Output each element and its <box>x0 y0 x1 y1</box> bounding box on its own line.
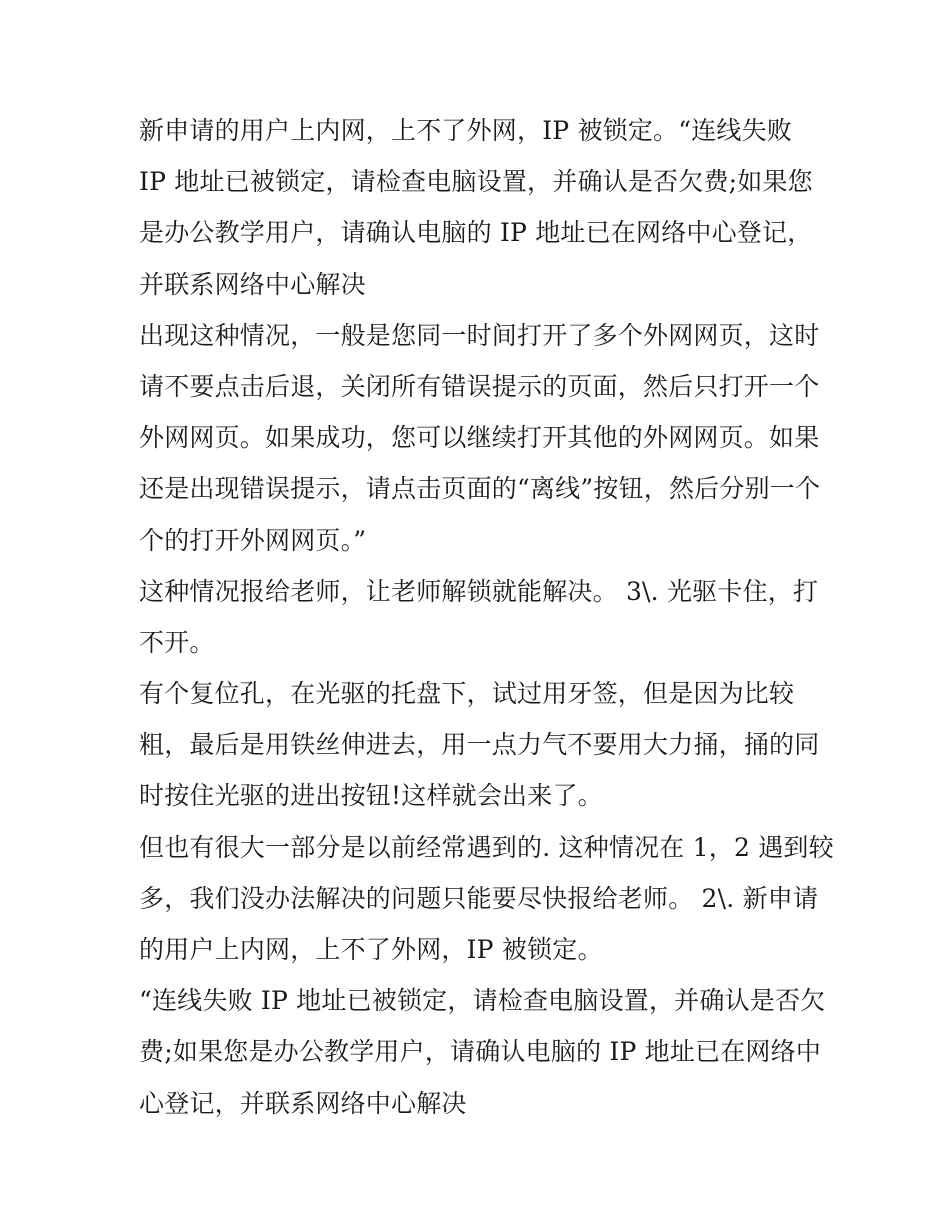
text-line: 个的打开外网网页。” <box>139 525 367 555</box>
text-line: 心登记，并联系网络中心解决 <box>139 1088 467 1118</box>
text-line: 并联系网络中心解决 <box>139 269 366 299</box>
text-line: 有个复位孔，在光驱的托盘下，试过用牙签，但是因为比较 <box>139 679 795 709</box>
text-line: 外网网页。如果成功，您可以继续打开其他的外网网页。如果 <box>139 423 820 453</box>
text-line: 请不要点击后退，关闭所有错误提示的页面，然后只打开一个 <box>139 371 820 401</box>
text-line: 的用户上内网，上不了外网，IP 被锁定。 <box>139 935 603 964</box>
text-line: 还是出现错误提示，请点击页面的“离线”按钮，然后分别一个 <box>139 474 821 504</box>
text-line: 是办公教学用户，请确认电脑的 IP 地址已在网络中心登记， <box>139 218 813 248</box>
text-line: 时按住光驱的进出按钮!这样就会出来了。 <box>139 781 603 811</box>
text-line: 费;如果您是办公教学用户，请确认电脑的 IP 地址已在网络中 <box>139 1037 822 1067</box>
text-line: “连线失败 IP 地址已被锁定，请检查电脑设置，并确认是否欠 <box>139 986 826 1016</box>
text-line: 但也有很大一部分是以前经常遇到的. 这种情况在 1，2 遇到较 <box>139 832 834 862</box>
text-line: 不开。 <box>139 627 215 657</box>
text-line: 粗，最后是用铁丝伸进去，用一点力气不要用大力捅，捅的同 <box>139 730 820 760</box>
text-line: 新申请的用户上内网，上不了外网，IP 被锁定。“连线失败 <box>139 116 793 145</box>
text-line: 出现这种情况，一般是您同一时间打开了多个外网网页，这时 <box>139 320 820 350</box>
text-line: 这种情况报给老师，让老师解锁就能解决。 3\. 光驱卡住，打 <box>139 576 819 606</box>
text-line: IP 地址已被锁定，请检查电脑设置，并确认是否欠费;如果您 <box>139 167 813 197</box>
text-line: 多，我们没办法解决的问题只能要尽快报给老师。 2\. 新申请 <box>139 883 819 913</box>
document-body <box>139 108 834 1132</box>
